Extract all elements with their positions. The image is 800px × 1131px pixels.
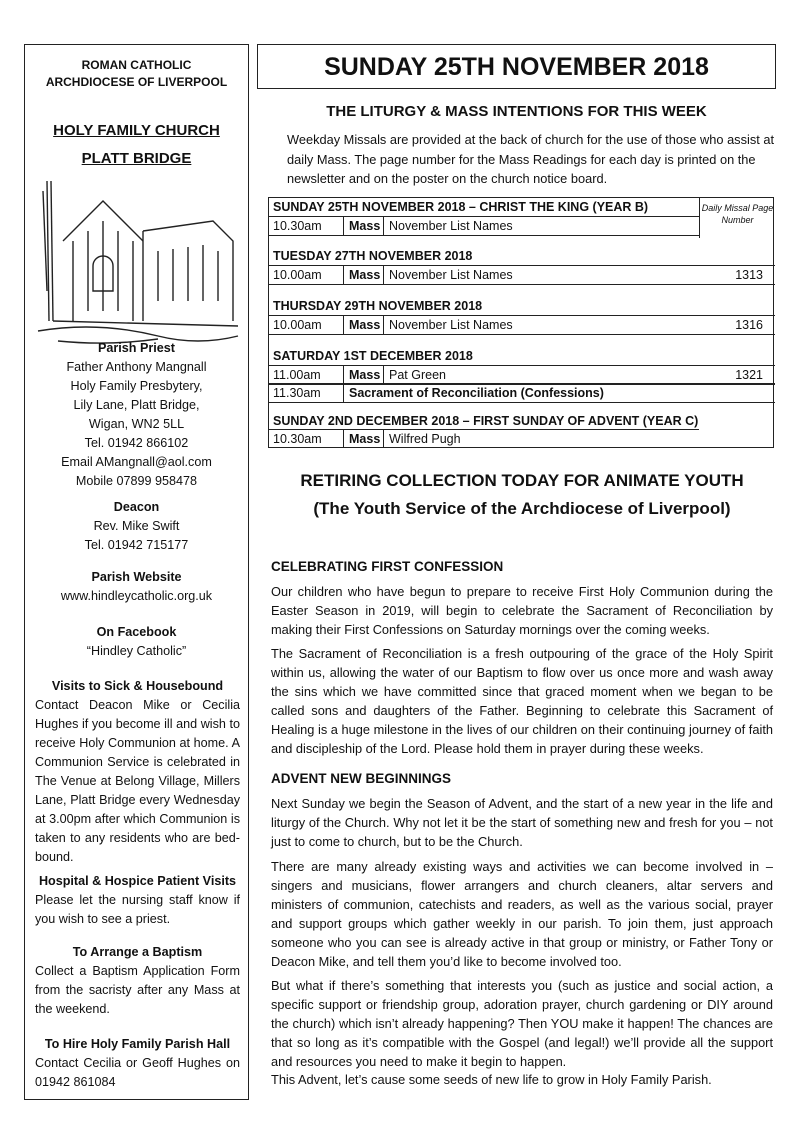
church-name-line-2: PLATT BRIDGE	[81, 150, 192, 167]
priest-address-2: Lily Lane, Platt Bridge,	[73, 398, 200, 412]
sick-visits-text: Contact Deacon Mike or Cecilia Hughes if you become ill and wish to receive Holy Communion at home. A Communion Service is celebrated in The Venue at Belong Village, Millers Lane, Platt Bridge every Wednesday at 3.00pm after which Communion is taken to any residents who are bed-bound.	[35, 698, 240, 864]
day-heading: SATURDAY 1ST DECEMBER 2018	[273, 349, 473, 363]
missal-page-note: Daily Missal Page Number	[699, 198, 775, 238]
sick-visits-block	[35, 677, 240, 867]
baptism-heading: To Arrange a Baptism	[72, 945, 203, 959]
mass-type: Mass	[349, 368, 381, 382]
mass-row	[269, 365, 699, 385]
mass-row	[269, 265, 699, 285]
hall-block	[35, 1035, 240, 1092]
hall-text: Contact Cecilia or Geoff Hughes on 01942 861084	[35, 1056, 240, 1089]
liturgy-intro: Weekday Missals are provided at the back of church for the use of those who assist at daily Mass. The page number for the Mass Readings for each day is printed on the newsletter and on the poster on the church notice board.	[287, 132, 775, 186]
first-confession-para-1: Our children who have begun to prepare to receive First Holy Communion during the Easter Season in 2019, will begin to celebrate the Sacrament of Reconciliation by making their First Confessions on Saturday mornings over the coming weeks.	[271, 584, 773, 637]
deacon-heading: Deacon	[113, 500, 160, 514]
mass-row	[269, 216, 699, 236]
advent-para-2: There are many already existing ways and activities we can become involved in – singers and musicians, flower arrangers and church cleaners, altar servers and ministers of communion, catechists and readers, as well as the various social, prayer and support groups which gather weekly in our parish. To join them, just approach someone who you can see is already active in that group or ministry, or Father Tony or Deacon Mike, and tell them you’d like to become involved too.	[271, 859, 773, 969]
mass-type: Sacrament of Reconciliation (Confessions)	[349, 386, 604, 400]
deacon-tel: Tel. 01942 715177	[84, 538, 189, 552]
mass-time: 11.30am	[273, 386, 321, 400]
mass-type: Mass	[349, 318, 381, 332]
priest-email[interactable]: Email AMangnall@aol.com	[61, 455, 212, 469]
date-title: SUNDAY 25TH NOVEMBER 2018	[257, 44, 776, 89]
facebook-name: “Hindley Catholic”	[86, 644, 187, 658]
mass-time: 10.30am	[273, 432, 322, 446]
website-block	[25, 568, 248, 606]
hospital-heading: Hospital & Hospice Patient Visits	[38, 874, 237, 888]
day-heading: SUNDAY 2ND DECEMBER 2018 – FIRST SUNDAY OF ADVENT (YEAR C)	[273, 414, 699, 428]
day-heading: SUNDAY 25TH NOVEMBER 2018 – CHRIST THE KING (YEAR B)	[273, 200, 649, 214]
deacon-name: Rev. Mike Swift	[93, 519, 180, 533]
missal-page-number: 1316	[735, 318, 763, 332]
church-name	[25, 117, 248, 173]
advent-para-3: But what if there’s something that interests you (such as justice and social action, a specific support or friendship group, adoration prayer, church gardening or DIY around the church) which isn’t already happening? Then YOU make it happen! The chances are that so long as it’s compatible with the Gospel (and legal!) we’ll provide all the support and resources you need to make it begin to happen.	[271, 978, 773, 1069]
priest-address-3: Wigan, WN2 5LL	[88, 417, 185, 431]
archdiocese-label	[25, 57, 248, 91]
mass-intention: November List Names	[389, 268, 513, 282]
hall-heading: To Hire Holy Family Parish Hall	[44, 1037, 231, 1051]
missal-page	[699, 365, 775, 385]
website-link[interactable]: www.hindleycatholic.org.uk	[60, 589, 213, 603]
hospital-block	[35, 872, 240, 929]
mass-row	[269, 315, 699, 335]
priest-name: Father Anthony Mangnall	[66, 360, 207, 374]
priest-mobile: Mobile 07899 958478	[75, 474, 198, 488]
mass-intention: November List Names	[389, 219, 513, 233]
mass-intentions-table	[268, 197, 774, 448]
mass-time: 11.00am	[273, 368, 321, 382]
retiring-line-2: (The Youth Service of the Archdiocese of Liverpool)	[313, 499, 731, 518]
advent-para-4: This Advent, let’s cause some seeds of new life to grow in Holy Family Parish.	[271, 1072, 712, 1087]
advent-heading: ADVENT NEW BEGINNINGS	[271, 771, 452, 786]
day-heading: THURSDAY 29TH NOVEMBER 2018	[273, 299, 483, 313]
mass-time: 10.30am	[273, 219, 322, 233]
archdiocese-line-2: ARCHDIOCESE OF LIVERPOOL	[45, 75, 228, 89]
mass-type: Mass	[349, 219, 381, 233]
mass-intention: Pat Green	[389, 368, 446, 382]
priest-heading: Parish Priest	[97, 341, 175, 355]
archdiocese-line-1: ROMAN CATHOLIC	[81, 58, 192, 72]
hospital-text: Please let the nursing staff know if you wish to see a priest.	[35, 893, 240, 926]
missal-page-number: 1321	[735, 368, 763, 382]
retiring-collection-notice	[257, 467, 787, 523]
deacon-block	[25, 498, 248, 555]
advent-para-1: Next Sunday we begin the Season of Advent, and the start of a new year in the life and liturgy of the Church. Why not let it be the start of something new and fresh for you – not just to come to church, but to be the Church.	[271, 796, 773, 849]
missal-page-number: 1313	[735, 268, 763, 282]
website-heading: Parish Website	[91, 570, 182, 584]
baptism-block	[35, 943, 240, 1019]
mass-type: Mass	[349, 432, 381, 446]
church-name-line-1: HOLY FAMILY CHURCH	[53, 122, 220, 139]
baptism-text: Collect a Baptism Application Form from the sacristy after any Mass at the weekend.	[35, 964, 240, 1016]
mass-intention: Wilfred Pugh	[389, 432, 461, 446]
priest-address-1: Holy Family Presbytery,	[70, 379, 203, 393]
day-heading: TUESDAY 27TH NOVEMBER 2018	[273, 249, 473, 263]
mass-row	[269, 383, 775, 403]
liturgy-title: THE LITURGY & MASS INTENTIONS FOR THIS WEEK	[326, 103, 707, 120]
sick-visits-heading: Visits to Sick & Housebound	[51, 679, 224, 693]
facebook-block	[25, 623, 248, 661]
mass-time: 10.00am	[273, 318, 322, 332]
retiring-line-1: RETIRING COLLECTION TODAY FOR ANIMATE YOUTH	[300, 471, 744, 490]
sidebar	[24, 44, 249, 1100]
priest-tel: Tel. 01942 866102	[84, 436, 189, 450]
facebook-heading: On Facebook	[96, 625, 177, 639]
priest-block	[25, 339, 248, 491]
missal-page	[699, 265, 775, 285]
mass-row	[269, 429, 699, 448]
first-confession-heading: CELEBRATING FIRST CONFESSION	[271, 559, 504, 574]
missal-page	[699, 315, 775, 335]
first-confession-para-2: The Sacrament of Reconciliation is a fresh outpouring of the grace of the Holy Spirit within us, allowing the water of our Baptism to flow over us once more and wash away the sins which we have committed since that graced moment when we began to be called sons and daughters of the Father. Beginning to celebrate this Sacrament of Healing is a huge milestone in the lives of our children on their continuing journey of faith and discipleship of the Lord. Please hold them in prayer during these weeks.	[271, 646, 773, 756]
mass-intention: November List Names	[389, 318, 513, 332]
mass-type: Mass	[349, 268, 381, 282]
mass-time: 10.00am	[273, 268, 322, 282]
